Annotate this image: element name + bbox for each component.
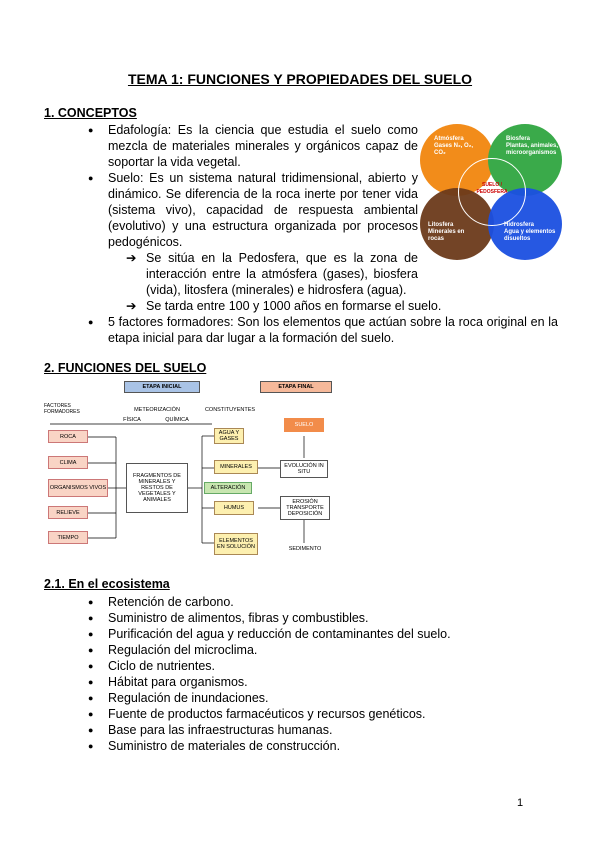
factor-organismos: ORGANISMOS VIVOS bbox=[48, 479, 108, 497]
evolucion-box: EVOLUCIÓN IN SITU bbox=[280, 460, 328, 478]
section-heading-conceptos: 1. CONCEPTOS bbox=[44, 106, 137, 120]
pedosfera-center-label: SUELO / PEDOSFERA bbox=[476, 182, 508, 195]
atmosfera-label: Atmósfera Gases N₂, O₂, CO₂ bbox=[434, 136, 474, 156]
meteorizacion-label: METEORIZACIÓN bbox=[134, 407, 180, 413]
hidrosfera-label: Hidrosfera Agua y elementos disueltos bbox=[504, 222, 556, 242]
list-item: ● Edafología: Es la ciencia que estudia el suelo como mezcla de materiales minerales y orgánicos capaz de soportar la vida vegetal. bbox=[88, 122, 418, 170]
sub-item: ➔ Se sitúa en la Pedosfera, que es la zona de interacción entre la atmósfera (gases), biosfera (vida), litosfera (minerales) e hidrosfera (agua). bbox=[126, 250, 418, 298]
list-item: ● Base para las infraestructuras humanas. bbox=[88, 722, 558, 738]
factor-clima: CLIMA bbox=[48, 456, 88, 469]
page-number: 1 bbox=[517, 797, 524, 809]
fisica-label: FÍSICA bbox=[123, 417, 141, 423]
sub-list-2 bbox=[88, 298, 568, 314]
list-item: ● Suministro de materiales de construcción. bbox=[88, 738, 558, 754]
factor-relieve: RELIEVE bbox=[48, 506, 88, 519]
section-heading-ecosistema: 2.1. En el ecosistema bbox=[44, 577, 170, 591]
soil-formation-diagram bbox=[44, 378, 344, 558]
constituyentes-label: CONSTITUYENTES bbox=[204, 407, 256, 413]
list-item: ● Suelo: Es un sistema natural tridimensional, abierto y dinámico. Se diferencia de la roca inerte por tener vida (sistema vivo), capacidad de respuesta ambiental (evolutivo) y una estructura organizada por procesos pedogénicos. bbox=[88, 170, 418, 250]
list-item: ● Fuente de productos farmacéuticos y recursos genéticos. bbox=[88, 706, 558, 722]
alteracion-box: ALTERACIÓN bbox=[204, 482, 252, 494]
list-item: ● Purificación del agua y reducción de contaminantes del suelo. bbox=[88, 626, 558, 642]
pedosfera-venn-diagram bbox=[420, 124, 562, 260]
agua-gases-box: AGUA Y GASES bbox=[214, 428, 244, 444]
humus-box: HUMUS bbox=[214, 501, 254, 515]
list-item: ● Suministro de alimentos, fibras y combustibles. bbox=[88, 610, 558, 626]
erosion-box: EROSIÓN TRANSPORTE DEPOSICIÓN bbox=[280, 496, 330, 520]
list-item: ● Ciclo de nutrientes. bbox=[88, 658, 558, 674]
list-item: ● Retención de carbono. bbox=[88, 594, 558, 610]
conceptos-list bbox=[88, 122, 418, 250]
list-item: ● Regulación del microclima. bbox=[88, 642, 558, 658]
sedimento-label: SEDIMENTO bbox=[288, 546, 322, 552]
suelo-box: SUELO bbox=[284, 418, 324, 432]
etapa-inicial-label: ETAPA INICIAL bbox=[124, 381, 200, 393]
list-item: ● Regulación de inundaciones. bbox=[88, 690, 558, 706]
minerales-box: MINERALES bbox=[214, 460, 258, 474]
page-title: TEMA 1: FUNCIONES Y PROPIEDADES DEL SUELO bbox=[127, 71, 473, 87]
conceptos-list-2 bbox=[88, 314, 558, 346]
fragmentos-box: FRAGMENTOS DE MINERALES Y RESTOS DE VEGETALES Y ANIMALES bbox=[126, 463, 188, 513]
biosfera-label: Biosfera Plantas, animales, microorganismos bbox=[506, 136, 559, 156]
section-heading-funciones: 2. FUNCIONES DEL SUELO bbox=[44, 361, 207, 375]
factor-tiempo: TIEMPO bbox=[48, 531, 88, 544]
factores-label: FACTORES FORMADORES bbox=[44, 403, 80, 415]
list-item: ● 5 factores formadores: Son los elementos que actúan sobre la roca original en la etapa inicial para dar lugar a la formación del suelo. bbox=[88, 314, 558, 346]
factor-roca: ROCA bbox=[48, 430, 88, 443]
list-item: ● Hábitat para organismos. bbox=[88, 674, 558, 690]
quimica-label: QUÍMICA bbox=[165, 417, 189, 423]
sub-item: ➔ Se tarda entre 100 y 1000 años en formarse el suelo. bbox=[126, 298, 568, 314]
sub-list bbox=[88, 250, 418, 298]
elementos-box: ELEMENTOS EN SOLUCIÓN bbox=[214, 533, 258, 555]
etapa-final-label: ETAPA FINAL bbox=[260, 381, 332, 393]
ecosistema-list bbox=[88, 594, 558, 754]
litosfera-label: Litosfera Minerales en rocas bbox=[428, 222, 465, 242]
